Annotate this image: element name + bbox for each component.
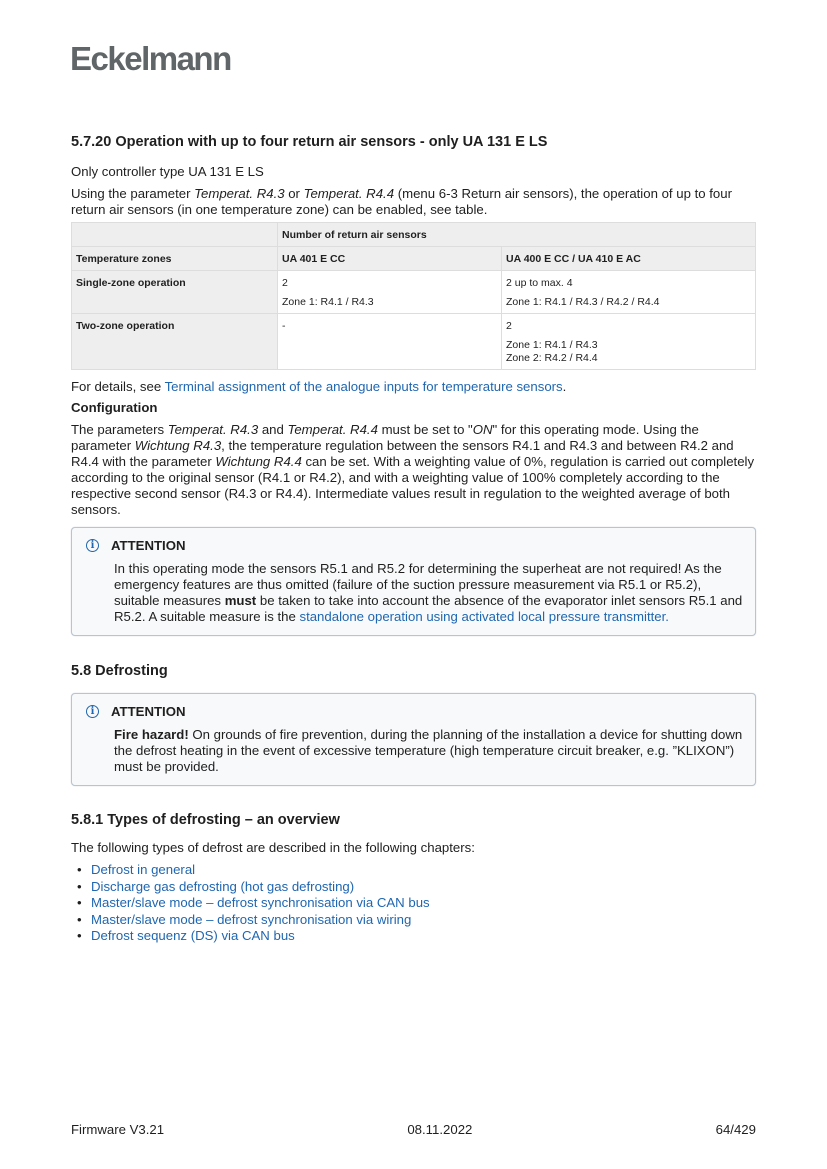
footer-page-number: 64/429	[715, 1122, 756, 1137]
info-icon: i	[86, 705, 99, 718]
table-cell: -	[278, 314, 502, 370]
row-label: Two-zone operation	[72, 314, 278, 370]
group-header: Number of return air sensors	[278, 223, 756, 247]
table-row	[72, 271, 756, 314]
list-item	[91, 862, 756, 879]
heading-5-8: 5.8 Defrosting	[71, 663, 168, 679]
heading-5-7-20: 5.7.20 Operation with up to four return air sensors - only UA 131 E LS	[71, 134, 548, 150]
return-air-sensors-table	[71, 222, 756, 370]
list-item	[91, 895, 756, 912]
master-slave-can-link[interactable]: Master/slave mode – defrost synchronisation via CAN bus	[91, 895, 430, 911]
col-header: UA 401 E CC	[278, 247, 502, 271]
info-icon: i	[86, 539, 99, 552]
defrost-general-link[interactable]: Defrost in general	[91, 862, 196, 877]
attention-title: ATTENTION	[111, 704, 186, 719]
discharge-gas-link[interactable]: Discharge gas defrosting (hot gas defrosting)	[91, 878, 355, 894]
details-text: For details, see Terminal assignment of the analogue inputs for temperature sensors.	[71, 379, 567, 394]
col-header: UA 400 E CC / UA 410 E AC	[502, 247, 756, 271]
attention-box-sensors	[71, 527, 756, 636]
attention-body: Fire hazard! On grounds of fire prevention, during the planning of the installation a device for shutting down the defrost heating in the event of excessive temperature (high temperature circuit breaker, e.g. ”KLIXON”) must be provided.	[114, 727, 743, 774]
defrost-intro: The following types of defrost are described in the following chapters:	[71, 840, 475, 855]
footer-date: 08.11.2022	[407, 1122, 473, 1137]
page-footer	[71, 1122, 756, 1137]
eckelmann-logo: Eckelmann	[70, 40, 231, 77]
attention-body: In this operating mode the sensors R5.1 and R5.2 for determining the superheat are not required! As the emergency features are thus omitted (failure of the suction pressure measurement via R5.1 or R5.2), suitable measures must be taken to take into account the absence of the evaporator inlet sensors R5.1 and R5.2. A suitable measure is the standalone operation using activated local pressure transmitter.	[114, 561, 743, 624]
table-group-header-row	[72, 223, 756, 247]
table-cell: 2 Zone 1: R4.1 / R4.3	[278, 271, 502, 314]
heading-5-8-1: 5.8.1 Types of defrosting – an overview	[71, 812, 340, 828]
terminal-assignment-link[interactable]: Terminal assignment of the analogue inputs for temperature sensors	[164, 379, 563, 394]
list-item	[91, 928, 756, 945]
para-parameters: Using the parameter Temperat. R4.3 or Temperat. R4.4 (menu 6-3 Return air sensors), the operation of up to four return air sensors (in one temperature zone) can be enabled, see table.	[71, 186, 732, 217]
attention-box-fire	[71, 693, 756, 786]
footer-firmware: Firmware V3.21	[71, 1122, 165, 1137]
table-cell: 2 up to max. 4 Zone 1: R4.1 / R4.3 / R4.2 / R4.4	[502, 271, 756, 314]
master-slave-wiring-link[interactable]: Master/slave mode – defrost synchronisation via wiring	[91, 911, 412, 927]
row-label: Single-zone operation	[72, 271, 278, 314]
configuration-heading: Configuration	[71, 400, 158, 415]
list-item	[91, 879, 756, 896]
intro-text: Only controller type UA 131 E LS	[71, 164, 264, 179]
table-cell: 2 Zone 1: R4.1 / R4.3 Zone 2: R4.2 / R4.4	[502, 314, 756, 370]
defrost-types-list	[71, 862, 756, 945]
list-item	[91, 912, 756, 929]
standalone-operation-link[interactable]: standalone operation using activated local pressure transmitter.	[299, 609, 669, 624]
table-row	[72, 314, 756, 370]
page-content	[71, 134, 756, 945]
attention-title: ATTENTION	[111, 538, 186, 553]
col-header: Temperature zones	[72, 247, 278, 271]
defrost-sequenz-link[interactable]: Defrost sequenz (DS) via CAN bus	[91, 928, 295, 944]
table-header-row	[72, 247, 756, 271]
configuration-text: The parameters Temperat. R4.3 and Temperat. R4.4 must be set to "ON" for this operating mode. Using the parameter Wichtung R4.3, the temperature regulation between the sensors R4.1 and R4.3 and between R4.2 and R4.4 with the parameter Wichtung R4.4 can be set. With a weighting value of 0%, regulation is carried out completely according to the original sensor (R4.1 or R4.2), and with a weighting value of 100% completely according to the respective second sensor (R4.3 or R4.4). Intermediate values result in regulation to the weighted average of both sensors.	[71, 422, 755, 517]
